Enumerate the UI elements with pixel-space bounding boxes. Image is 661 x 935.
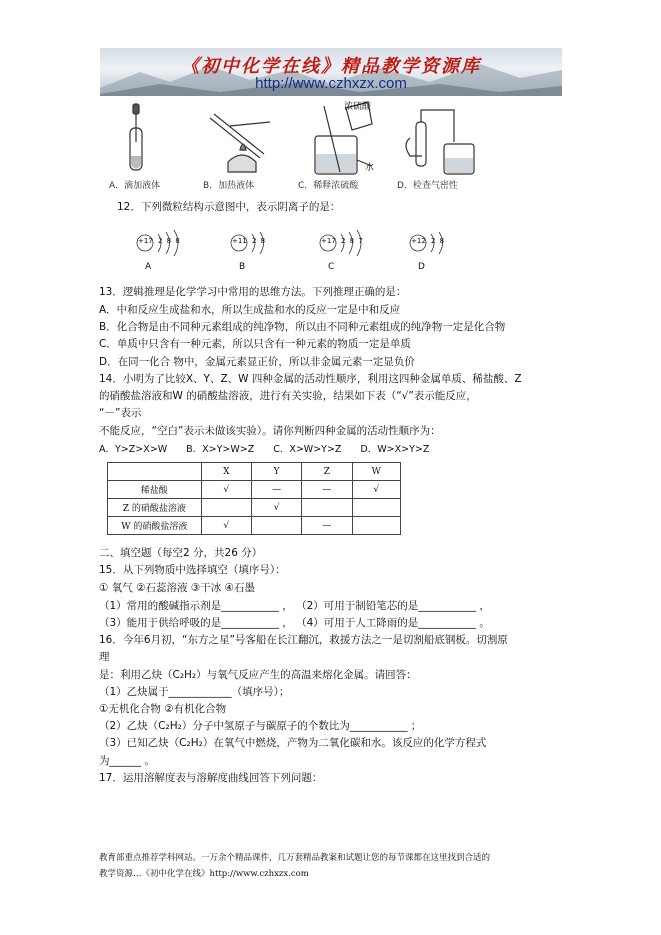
water-label: 水 [365, 163, 375, 173]
q12-question: 12．下列微粒结构示意图中，表示阴离子的是： [117, 201, 341, 213]
table-header-cell: W [352, 463, 400, 481]
section-2-heading: 二、填空题（每空2 分，共26 分） [99, 547, 263, 559]
q14-line-4: 不能反应，“空白”表示未做该实验）。请你判断四种金属的活动性顺序为： [99, 425, 441, 437]
q16-line-6: （2）乙炔（C₂H₂）分子中氢原子与碳原子的个数比为___________ ； [99, 720, 422, 732]
atom-b-label: B [239, 262, 246, 272]
atom-c-shells: 2 8 7 [341, 237, 364, 245]
site-banner [100, 48, 562, 96]
q13-question: 13．逻辑推理是化学学习中常用的思维方法。下列推理正确的是： [99, 286, 407, 298]
q16-line-5: ①无机化合物 ②有机化合物 [99, 703, 227, 715]
q14-line-1: 14．小明为了比较X、Y、Z、W 四种金属的活动性顺序，利用这四种金属单质、稀盐酸、Z [99, 373, 522, 385]
dilution-figure [315, 102, 375, 174]
table-header-cell: X [201, 463, 251, 481]
q14-result-table [107, 462, 401, 535]
atom-d-shells: 2 8 [431, 237, 446, 245]
banner-url[interactable]: http://www.czhxzx.com [255, 75, 407, 92]
q13-option-a: A．中和反应生成盐和水，所以生成盐和水的反应一定是中和反应 [99, 304, 401, 316]
atom-a-nucleus: +17 [138, 237, 153, 245]
q16-line-1: 16．今年6月初，“东方之星”号客船在长江翻沉，救援方法之一是切割船底钢板。切割原 [99, 634, 508, 646]
heating-figure [210, 114, 270, 172]
atom-b-nucleus: +11 [232, 237, 247, 245]
atom-b-shells: 2 8 [252, 237, 267, 245]
table-header-cell: Z [302, 463, 352, 481]
q15-line-1: （1）常用的酸碱指示剂是___________ ， （2）可用于制铅笔芯的是___________ ， [99, 600, 490, 612]
q14-options: A．Y>Z>X>W B．X>Y>W>Z C．X>W>Y>Z D．W>X>Y>Z [99, 444, 430, 455]
atom-diagram-c [316, 228, 376, 278]
dropper-figure [130, 104, 142, 170]
atom-d-label: D [418, 262, 425, 272]
footer-line-2: 教学资源…《初中化学在线》http://www.czhxzx.com [99, 869, 309, 879]
atom-a-label: A [145, 262, 152, 272]
table-row: Z 的硝酸盐溶液 √ [108, 499, 401, 517]
atom-diagram-d [406, 228, 466, 278]
q16-line-8: 为______ 。 [99, 755, 155, 767]
q16-line-2: 理 [99, 651, 110, 663]
lab-operation-figures [110, 98, 490, 190]
conc-acid-label: 浓硫酸 [344, 102, 372, 112]
banner-title: 《初中化学在线》精品教学资源库 [181, 56, 481, 77]
q15-question: 15．从下列物质中选择填空（填序号）： [99, 564, 286, 576]
table-row: 稀盐酸 √ — — √ [108, 481, 401, 499]
atom-d-nucleus: +12 [411, 237, 426, 245]
q16-line-3: 是：利用乙炔（C₂H₂）与氧气反应产生的高温来熔化金属。请回答： [99, 669, 417, 681]
table-header-cell: Y [251, 463, 301, 481]
q14-line-3: “－”表示 [99, 407, 142, 419]
q15-choices: ① 氧气 ②石蕊溶液 ③干冰 ④石墨 [99, 582, 256, 594]
caption-b: B．加热液体 [203, 181, 255, 191]
q17-question: 17．运用溶解度表与溶解度曲线回答下列问题： [99, 772, 323, 784]
q16-line-4: （1）乙炔属于____________（填序号）； [99, 686, 290, 698]
q13-option-d: D．在同一化合 物中，金属元素显正价，所以非金属元素一定显负价 [99, 356, 415, 368]
caption-a: A．滴加液体 [109, 181, 161, 191]
q14-line-2: 的硝酸盐溶液和W 的硝酸盐溶液，进行有关实验，结果如下表（“√”表示能反应， [99, 390, 477, 402]
q13-option-c: C．单质中只含有一种元素，所以只含有一种元素的物质一定是单质 [99, 338, 411, 350]
airtightness-figure [406, 110, 474, 174]
q15-line-2: （3）能用于供给呼吸的是___________ ， （4）可用于人工降雨的是___________ 。 [99, 617, 490, 629]
atom-diagram-b [227, 228, 287, 278]
atom-a-shells: 2 8 8 [158, 237, 181, 245]
atom-diagram-a [133, 228, 193, 278]
atom-c-label: C [328, 262, 335, 272]
caption-c: C．稀释浓硫酸 [298, 181, 359, 191]
q13-option-b: B．化合物是由不同种元素组成的纯净物，所以由不同种元素组成的纯净物一定是化合物 [99, 321, 506, 333]
table-row: W 的硝酸盐溶液 √ — [108, 517, 401, 535]
table-header-row [108, 463, 401, 481]
q16-line-7: （3）已知乙炔（C₂H₂）在氧气中燃烧，产物为二氧化碳和水。该反应的化学方程式 [99, 737, 487, 749]
atom-c-nucleus: +17 [321, 237, 336, 245]
footer-line-1: 教育部重点推荐学科网站。一万余个精品课件，几万套精品教案和试题让您的每节课都在这里找到合适的 [99, 853, 491, 863]
caption-d: D．检查气密性 [397, 181, 458, 191]
